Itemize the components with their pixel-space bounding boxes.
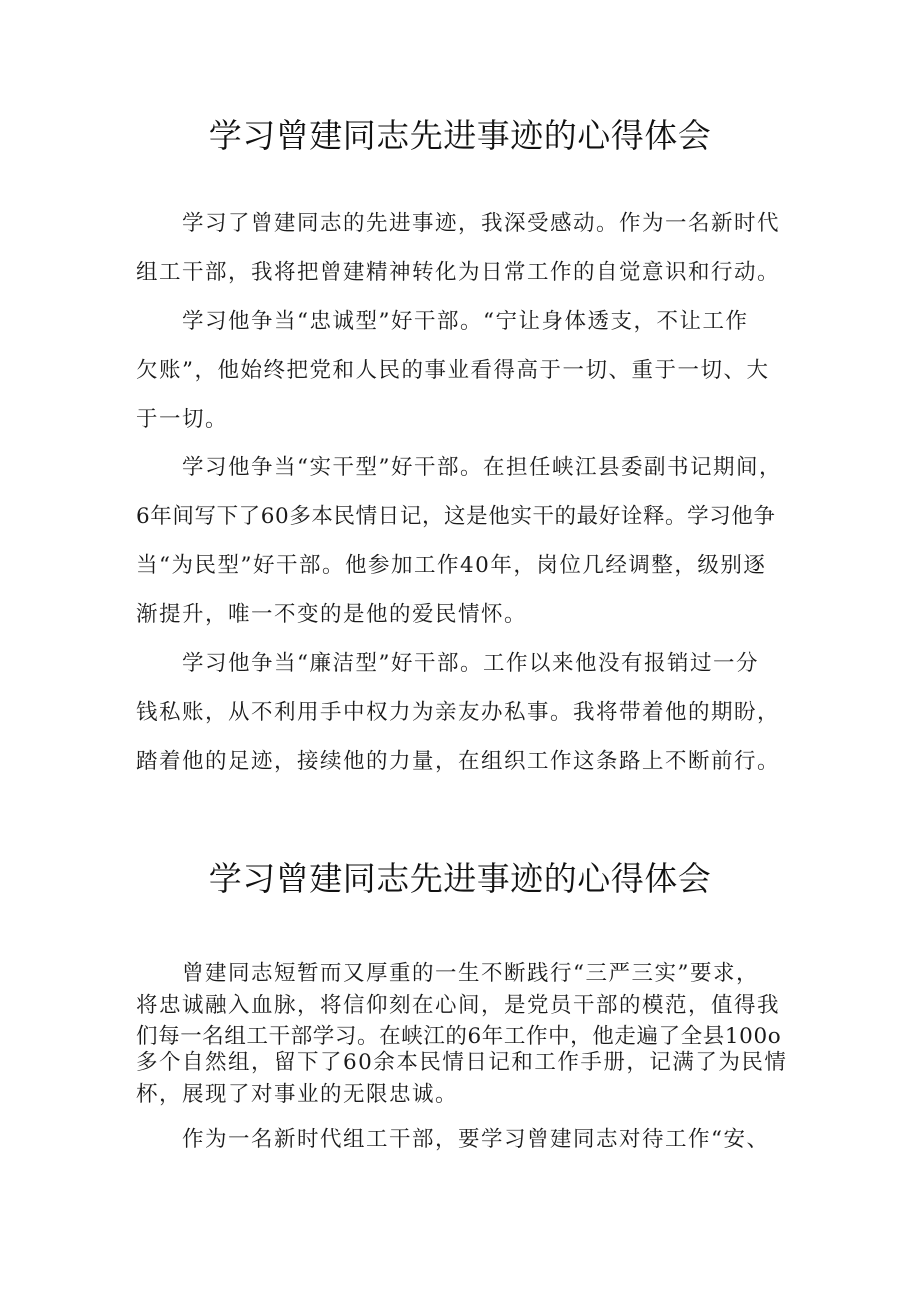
article-title: 学习曾建同志先进事迹的心得体会 <box>208 116 712 155</box>
paragraph-line: 作为一名新时代组工干部，要学习曾建同志对待工作“安、 <box>182 1127 770 1152</box>
article-title: 学习曾建同志先进事迹的心得体会 <box>208 859 712 898</box>
paragraph-line: 渐提升，唯一不变的是他的爱民情怀。 <box>136 602 528 627</box>
paragraph-line: 组工干部，我将把曾建精神转化为日常工作的自觉意识和行动。 <box>136 260 781 285</box>
paragraph-line: 当“为民型”好干部。他参加工作40年，岗位几经调整，级别逐 <box>136 553 767 578</box>
paragraph-line: 学习他争当“忠诚型”好干部。“宁让身体透支，不让工作 <box>182 309 749 334</box>
paragraph-line: 学习了曾建同志的先进事迹，我深受感动。作为一名新时代 <box>182 211 781 236</box>
paragraph-line: 6年间写下了60多本民情日记，这是他实干的最好诠释。学习他争 <box>136 504 776 529</box>
paragraph-line: 将忠诚融入血脉，将信仰刻在心间，是党员干部的模范，值得我 <box>136 993 781 1018</box>
paragraph-line: 学习他争当“实干型”好干部。在担任峡江县委副书记期间， <box>182 455 782 480</box>
paragraph-line: 欠账”，他始终把党和人民的事业看得高于一切、重于一切、大 <box>136 358 770 383</box>
paragraph-line: 踏着他的足迹，接续他的力量，在组织工作这条路上不断前行。 <box>136 749 781 774</box>
paragraph-line: 曾建同志短暂而又厚重的一生不断践行“三严三实”要求， <box>182 961 759 986</box>
paragraph-line: 钱私账，从不利用手中权力为亲友办私事。我将带着他的期盼， <box>136 700 781 725</box>
paragraph-line: 学习他争当“廉洁型”好干部。工作以来他没有报销过一分 <box>182 651 759 676</box>
paragraph-line: 们每一名组工干部学习。在峡江的6年工作中，他走遍了全县100o <box>136 1024 782 1049</box>
paragraph-line: 于一切。 <box>136 407 229 432</box>
paragraph-line: 多个自然组，留下了60余本民情日记和工作手册，记满了为民情 <box>136 1050 788 1075</box>
paragraph-line: 杯，展现了对事业的无限忠诚。 <box>136 1082 459 1107</box>
